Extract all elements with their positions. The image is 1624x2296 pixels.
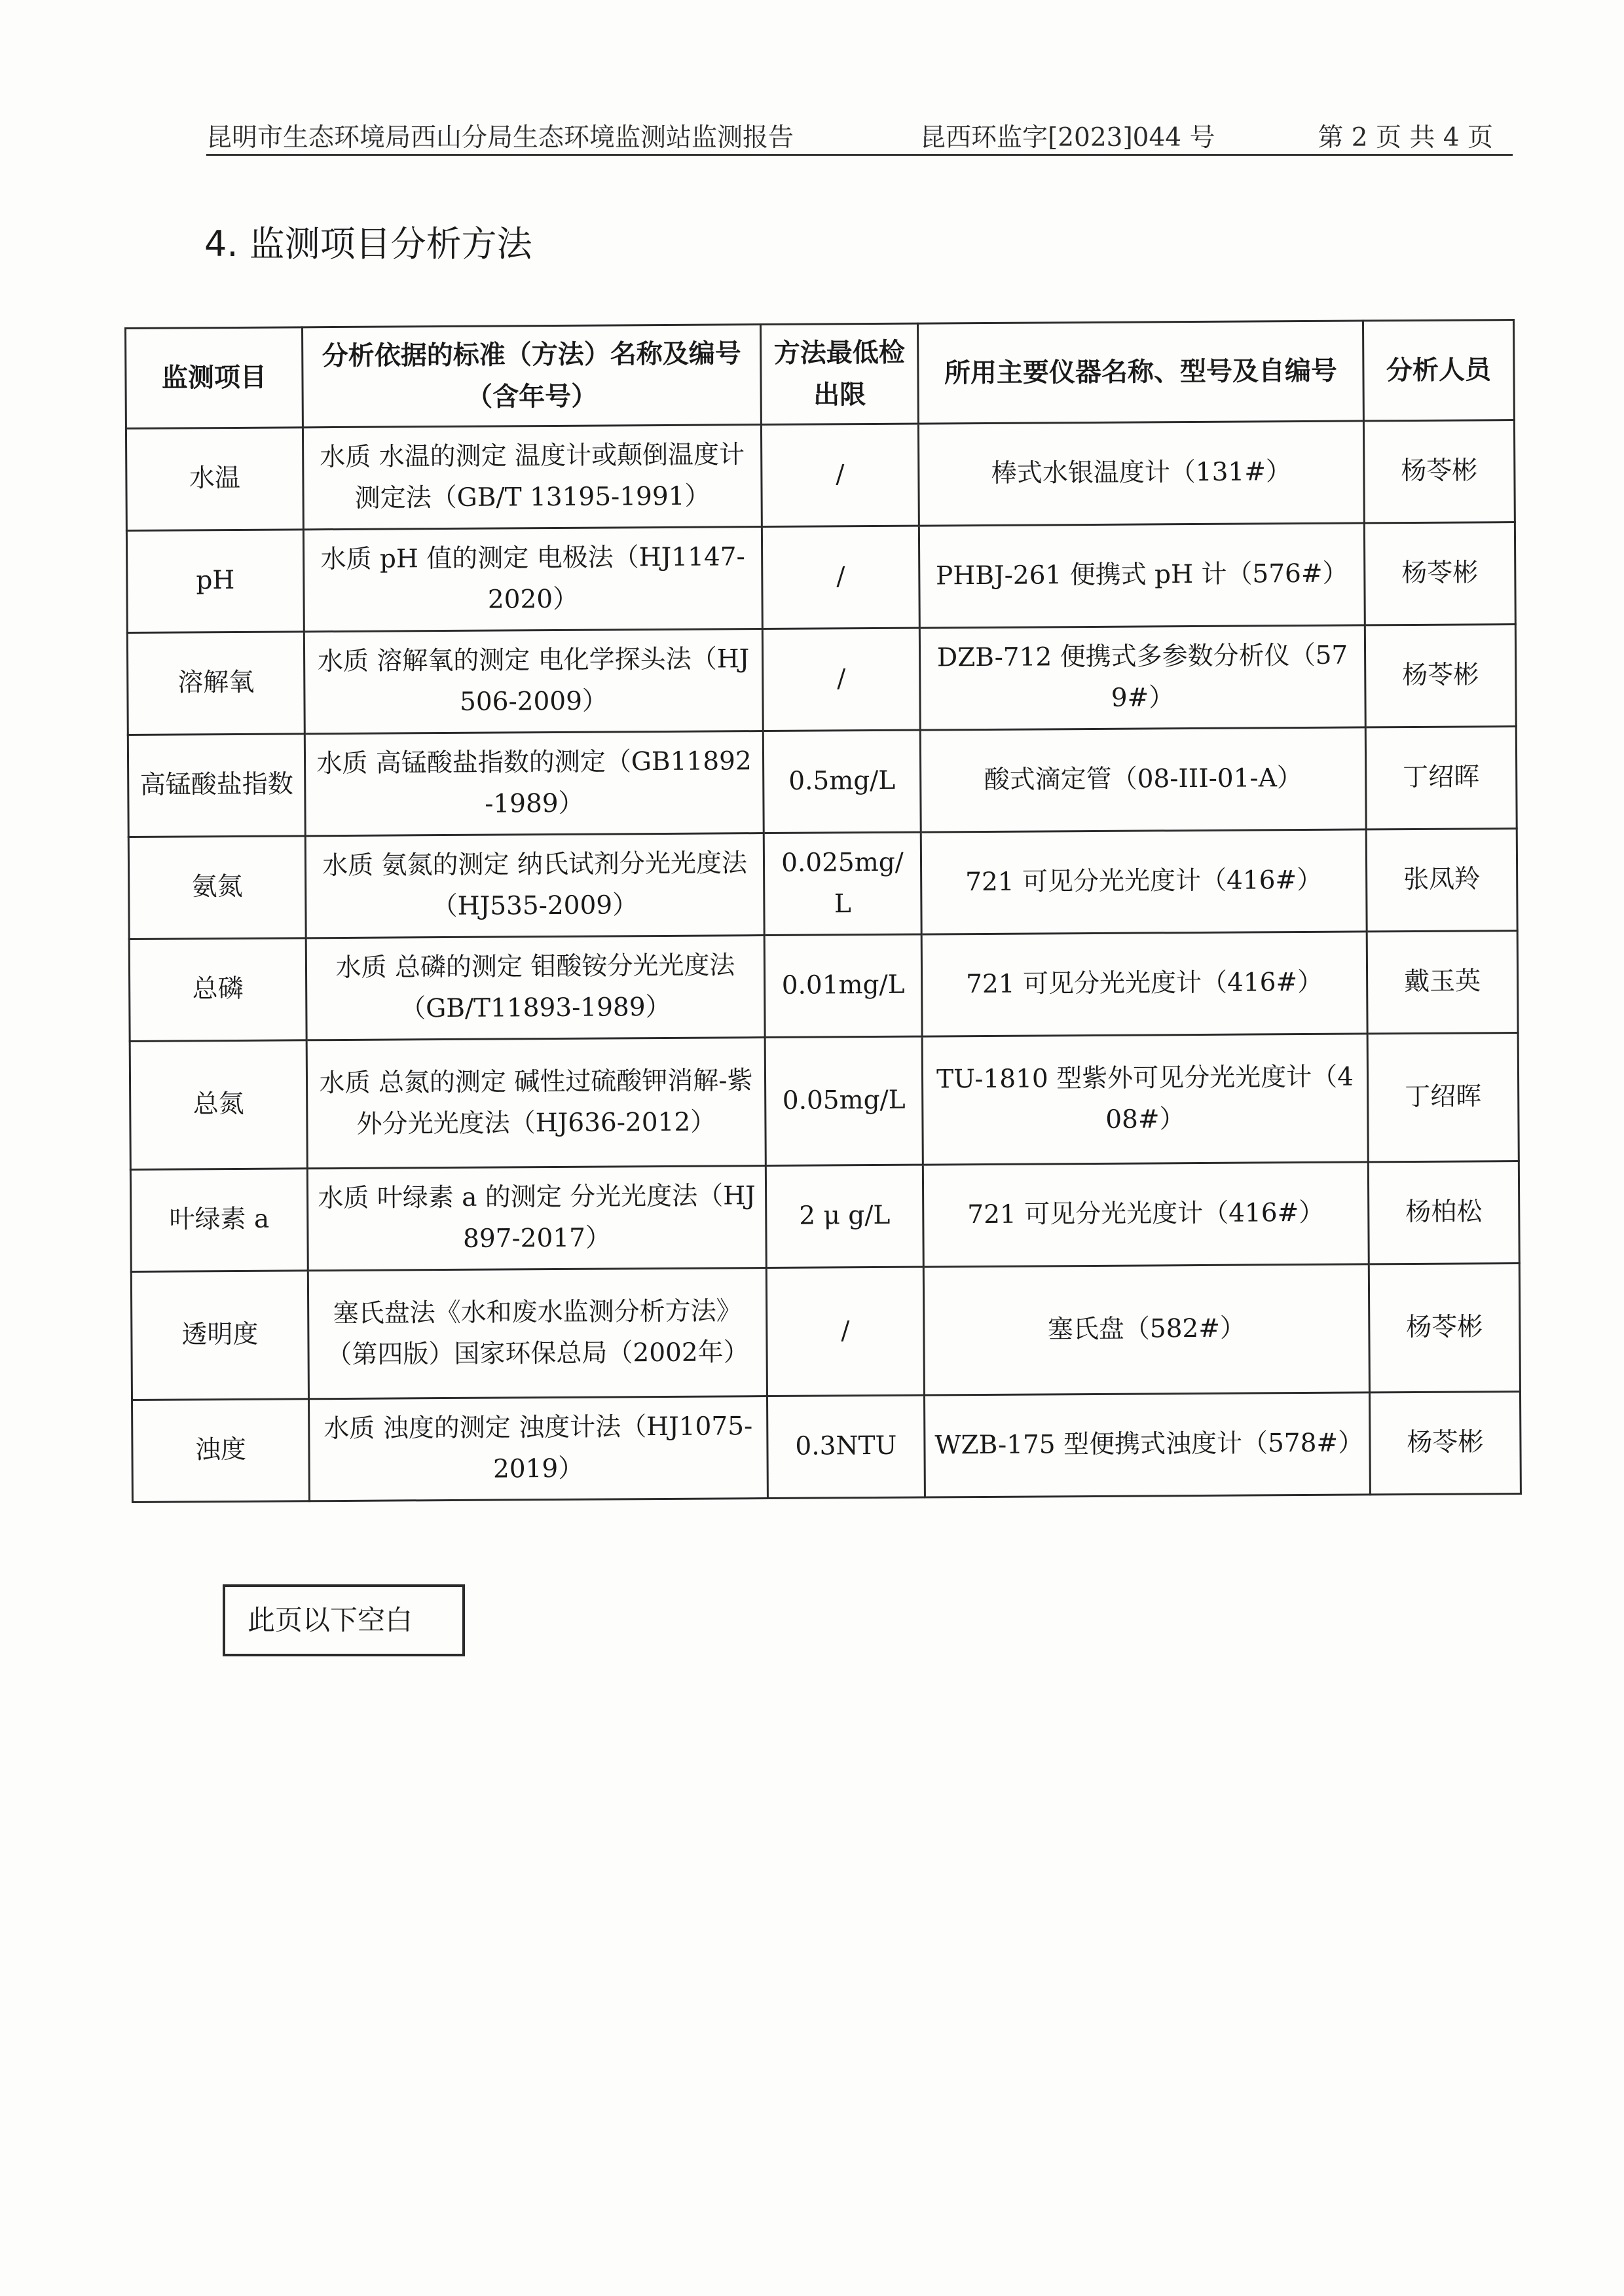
cell-item: 溶解氧	[127, 632, 304, 735]
cell-method: 水质 浊度的测定 浊度计法（HJ1075-2019）	[309, 1396, 768, 1501]
cell-method: 水质 pH 值的测定 电极法（HJ1147-2020）	[303, 527, 762, 632]
table-row	[131, 1264, 1520, 1400]
cell-instrument: WZB-175 型便携式浊度计（578#）	[924, 1393, 1370, 1497]
cell-analyst: 杨苓彬	[1369, 1264, 1520, 1393]
cell-limit: /	[761, 424, 919, 526]
table-row	[129, 931, 1518, 1042]
cell-item: 水温	[126, 428, 303, 531]
table-row	[128, 829, 1517, 939]
table-row	[126, 522, 1515, 633]
cell-analyst: 戴玉英	[1367, 931, 1518, 1034]
cell-method: 水质 高锰酸盐指数的测定（GB11892-1989）	[304, 731, 764, 836]
cell-analyst: 杨苓彬	[1364, 522, 1515, 625]
cell-method: 水质 氨氮的测定 纳氏试剂分光光度法（HJ535-2009）	[305, 833, 764, 938]
cell-limit: /	[762, 628, 920, 731]
cell-analyst: 丁绍晖	[1365, 727, 1517, 829]
cell-instrument: 酸式滴定管（08-III-01-A）	[920, 727, 1366, 832]
cell-item: 总磷	[129, 938, 306, 1042]
cell-limit: 0.025mg/L	[764, 832, 921, 935]
table-row	[126, 420, 1515, 531]
cell-method: 水质 叶绿素 a 的测定 分光光度法（HJ897-2017）	[307, 1166, 766, 1271]
cell-analyst: 杨苓彬	[1363, 420, 1515, 523]
cell-method: 水质 总磷的测定 钼酸铵分光光度法（GB/T11893-1989）	[306, 936, 765, 1040]
column-header-item: 监测项目	[126, 327, 303, 429]
blank-page-note: 此页以下空白	[223, 1584, 465, 1656]
cell-item: 叶绿素 a	[130, 1169, 308, 1272]
cell-analyst: 杨柏松	[1368, 1161, 1519, 1264]
cell-analyst: 丁绍晖	[1367, 1033, 1519, 1162]
cell-item: 透明度	[131, 1271, 308, 1400]
cell-instrument: PHBJ-261 便携式 pH 计（576#）	[919, 523, 1365, 628]
cell-item: 浊度	[132, 1399, 310, 1503]
cell-instrument: 721 可见分光光度计（416#）	[921, 932, 1367, 1036]
cell-method: 水质 总氮的测定 碱性过硫酸钾消解-紫外分光光度法（HJ636-2012）	[306, 1038, 766, 1169]
cell-item: 高锰酸盐指数	[128, 734, 305, 837]
column-header-analyst: 分析人员	[1363, 320, 1514, 421]
table-row	[130, 1033, 1519, 1170]
cell-limit: /	[766, 1267, 924, 1396]
table-header-row	[126, 320, 1515, 429]
cell-limit: 0.01mg/L	[764, 934, 922, 1037]
cell-analyst: 杨苓彬	[1365, 625, 1516, 727]
cell-instrument: DZB-712 便携式多参数分析仪（579#）	[919, 625, 1365, 730]
cell-instrument: 721 可见分光光度计（416#）	[921, 829, 1367, 934]
header-page-indicator: 第 2 页 共 4 页	[1318, 123, 1493, 153]
table-row	[127, 625, 1516, 735]
section-title: 4. 监测项目分析方法	[204, 223, 532, 264]
cell-analyst: 张凤羚	[1366, 829, 1517, 932]
cell-instrument: TU-1810 型紫外可见分光光度计（408#）	[922, 1034, 1368, 1165]
cell-limit: 0.5mg/L	[763, 730, 921, 833]
page-header	[206, 115, 1513, 156]
cell-analyst: 杨苓彬	[1369, 1392, 1521, 1495]
cell-instrument: 棒式水银温度计（131#）	[918, 421, 1364, 526]
cell-method: 水质 溶解氧的测定 电化学探头法（HJ506-2009）	[304, 629, 763, 734]
cell-limit: /	[762, 526, 919, 629]
table-row	[132, 1392, 1521, 1503]
cell-limit: 0.3NTU	[767, 1395, 925, 1498]
cell-limit: 0.05mg/L	[765, 1036, 923, 1165]
header-report-number: 昆西环监字[2023]044 号	[920, 123, 1215, 153]
cell-item: pH	[126, 530, 304, 633]
cell-item: 氨氮	[128, 836, 306, 939]
cell-limit: 2 μ g/L	[766, 1165, 923, 1267]
table-row	[128, 727, 1517, 837]
column-header-instrument: 所用主要仪器名称、型号及自编号	[917, 321, 1363, 424]
cell-item: 总氮	[130, 1040, 307, 1170]
cell-method: 水质 水温的测定 温度计或颠倒温度计测定法（GB/T 13195-1991）	[303, 425, 762, 530]
cell-instrument: 721 可见分光光度计（416#）	[923, 1162, 1369, 1267]
cell-instrument: 塞氏盘（582#）	[923, 1264, 1369, 1395]
cell-method: 塞氏盘法《水和废水监测分析方法》（第四版）国家环保总局（2002年）	[308, 1268, 767, 1399]
table-row	[130, 1161, 1519, 1272]
header-organization: 昆明市生态环境局西山分局生态环境监测站监测报告	[206, 123, 794, 153]
column-header-method: 分析依据的标准（方法）名称及编号（含年号）	[303, 325, 762, 428]
methods-table	[124, 319, 1522, 1503]
column-header-limit: 方法最低检出限	[760, 323, 918, 424]
